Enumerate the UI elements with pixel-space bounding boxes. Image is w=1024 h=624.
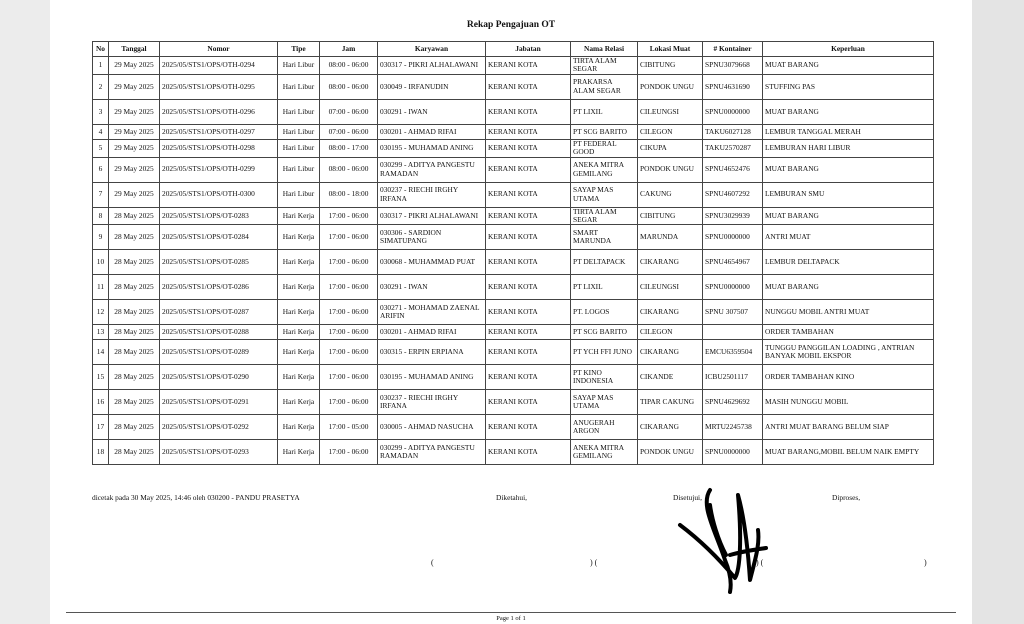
cell-no: 10 — [93, 250, 109, 275]
cell-nama-relasi: SAYAP MAS UTAMA — [571, 390, 638, 415]
cell-tanggal: 28 May 2025 — [109, 365, 160, 390]
table-row — [93, 390, 934, 415]
cell-jabatan: KERANI KOTA — [486, 390, 571, 415]
cell-no: 3 — [93, 99, 109, 124]
cell-nama-relasi: ANEKA MITRA GEMILANG — [571, 440, 638, 465]
cell-no: 1 — [93, 57, 109, 75]
cell-tanggal: 29 May 2025 — [109, 182, 160, 207]
cell-tipe: Hari Kerja — [278, 415, 320, 440]
cell-jabatan: KERANI KOTA — [486, 139, 571, 157]
page-number: Page 1 of 1 — [496, 615, 526, 622]
cell-jam: 17:00 - 06:00 — [320, 225, 378, 250]
cell-tanggal: 28 May 2025 — [109, 225, 160, 250]
cell-lokasi-muat: CIKARANG — [638, 300, 703, 325]
cell-karyawan: 030299 - ADITYA PANGESTU RAMADAN — [378, 440, 486, 465]
printed-by-note: dicetak pada 30 May 2025, 14:46 oleh 030200 - PANDU PRASETYA — [92, 493, 300, 502]
table-row — [93, 207, 934, 225]
background-left — [0, 0, 50, 624]
cell-jam: 08:00 - 06:00 — [320, 74, 378, 99]
cell-tipe: Hari Libur — [278, 74, 320, 99]
cell-nomor: 2025/05/STS1/OPS/OT-0285 — [160, 250, 278, 275]
cell-kontainer: SPNU4631690 — [703, 74, 763, 99]
cell-lokasi-muat: CIKARANG — [638, 340, 703, 365]
cell-jam: 08:00 - 06:00 — [320, 157, 378, 182]
diproses-label: Diproses, — [832, 493, 861, 502]
cell-karyawan: 030271 - MOHAMAD ZAENAL ARIFIN — [378, 300, 486, 325]
cell-karyawan: 030237 - RIECHI IRGHY IRFANA — [378, 390, 486, 415]
cell-tanggal: 28 May 2025 — [109, 325, 160, 340]
ot-table — [92, 41, 934, 465]
cell-keperluan: MUAT BARANG — [763, 275, 934, 300]
table-row — [93, 157, 934, 182]
cell-jabatan: KERANI KOTA — [486, 225, 571, 250]
cell-lokasi-muat: PONDOK UNGU — [638, 440, 703, 465]
cell-keperluan: MUAT BARANG,MOBIL BELUM NAIK EMPTY — [763, 440, 934, 465]
cell-jabatan: KERANI KOTA — [486, 57, 571, 75]
table-row — [93, 275, 934, 300]
cell-tanggal: 29 May 2025 — [109, 124, 160, 139]
cell-kontainer: SPNU 307507 — [703, 300, 763, 325]
col-header-lokasi-muat: Lokasi Muat — [638, 42, 703, 57]
cell-no: 8 — [93, 207, 109, 225]
cell-nama-relasi: SMART MARUNDA — [571, 225, 638, 250]
cell-jam: 08:00 - 17:00 — [320, 139, 378, 157]
cell-lokasi-muat: CIKANDE — [638, 365, 703, 390]
cell-nomor: 2025/05/STS1/OPS/OT-0286 — [160, 275, 278, 300]
cell-nomor: 2025/05/STS1/OPS/OT-0284 — [160, 225, 278, 250]
cell-nama-relasi: PT. LOGOS — [571, 300, 638, 325]
table-row — [93, 74, 934, 99]
cell-tanggal: 28 May 2025 — [109, 207, 160, 225]
cell-tipe: Hari Kerja — [278, 325, 320, 340]
cell-kontainer: SPNU3079668 — [703, 57, 763, 75]
cell-jabatan: KERANI KOTA — [486, 124, 571, 139]
cell-jabatan: KERANI KOTA — [486, 275, 571, 300]
cell-keperluan: MUAT BARANG — [763, 99, 934, 124]
cell-no: 17 — [93, 415, 109, 440]
table-row — [93, 440, 934, 465]
cell-nomor: 2025/05/STS1/OPS/OTH-0294 — [160, 57, 278, 75]
cell-lokasi-muat: PONDOK UNGU — [638, 157, 703, 182]
cell-keperluan: TUNGGU PANGGILAN LOADING , ANTRIAN BANYAK MOBIL EKSPOR — [763, 340, 934, 365]
cell-karyawan: 030299 - ADITYA PANGESTU RAMADAN — [378, 157, 486, 182]
col-header-jam: Jam — [320, 42, 378, 57]
cell-kontainer: SPNU0000000 — [703, 225, 763, 250]
table-row — [93, 300, 934, 325]
table-header-row — [93, 42, 934, 57]
table-row — [93, 225, 934, 250]
col-header-tipe: Tipe — [278, 42, 320, 57]
cell-jabatan: KERANI KOTA — [486, 415, 571, 440]
cell-karyawan: 030317 - PIKRI ALHALAWANI — [378, 57, 486, 75]
cell-tipe: Hari Kerja — [278, 250, 320, 275]
cell-kontainer: SPNU0000000 — [703, 440, 763, 465]
cell-nama-relasi: SAYAP MAS UTAMA — [571, 182, 638, 207]
cell-jam: 17:00 - 06:00 — [320, 300, 378, 325]
cell-karyawan: 030068 - MUHAMMAD PUAT — [378, 250, 486, 275]
cell-nomor: 2025/05/STS1/OPS/OT-0288 — [160, 325, 278, 340]
document-title: Rekap Pengajuan OT — [466, 20, 556, 30]
cell-karyawan: 030201 - AHMAD RIFAI — [378, 124, 486, 139]
cell-lokasi-muat: CIKARANG — [638, 250, 703, 275]
cell-nama-relasi: PT SCG BARITO — [571, 124, 638, 139]
cell-tipe: Hari Libur — [278, 182, 320, 207]
cell-nomor: 2025/05/STS1/OPS/OT-0283 — [160, 207, 278, 225]
cell-jabatan: KERANI KOTA — [486, 440, 571, 465]
col-header-tanggal: Tanggal — [109, 42, 160, 57]
cell-no: 9 — [93, 225, 109, 250]
table-row — [93, 99, 934, 124]
cell-keperluan: NUNGGU MOBIL ANTRI MUAT — [763, 300, 934, 325]
cell-no: 4 — [93, 124, 109, 139]
cell-keperluan: ANTRI MUAT BARANG BELUM SIAP — [763, 415, 934, 440]
cell-nama-relasi: PT KINO INDONESIA — [571, 365, 638, 390]
cell-tipe: Hari Kerja — [278, 390, 320, 415]
cell-no: 12 — [93, 300, 109, 325]
cell-nama-relasi: ANUGERAH ARGON — [571, 415, 638, 440]
cell-nama-relasi: TIRTA ALAM SEGAR — [571, 207, 638, 225]
handwritten-signature — [670, 460, 780, 600]
cell-tanggal: 29 May 2025 — [109, 57, 160, 75]
document-page — [50, 0, 972, 624]
cell-karyawan: 030306 - SARDION SIMATUPANG — [378, 225, 486, 250]
col-header-no: No — [93, 42, 109, 57]
disetujui-diproses-paren: ) ( — [756, 558, 764, 567]
cell-kontainer: SPNU4629692 — [703, 390, 763, 415]
cell-keperluan: MUAT BARANG — [763, 207, 934, 225]
cell-jam: 17:00 - 05:00 — [320, 415, 378, 440]
cell-jabatan: KERANI KOTA — [486, 74, 571, 99]
cell-jabatan: KERANI KOTA — [486, 207, 571, 225]
cell-no: 18 — [93, 440, 109, 465]
cell-no: 13 — [93, 325, 109, 340]
cell-jam: 17:00 - 06:00 — [320, 365, 378, 390]
cell-kontainer: TAKU6027128 — [703, 124, 763, 139]
cell-tipe: Hari Libur — [278, 57, 320, 75]
diproses-paren-close: ) — [924, 558, 927, 567]
cell-keperluan: ORDER TAMBAHAN KINO — [763, 365, 934, 390]
cell-nama-relasi: TIRTA ALAM SEGAR — [571, 57, 638, 75]
cell-karyawan: 030049 - IRFANUDIN — [378, 74, 486, 99]
cell-karyawan: 030291 - IWAN — [378, 275, 486, 300]
cell-jabatan: KERANI KOTA — [486, 340, 571, 365]
cell-nomor: 2025/05/STS1/OPS/OT-0292 — [160, 415, 278, 440]
cell-karyawan: 030291 - IWAN — [378, 99, 486, 124]
cell-jam: 07:00 - 06:00 — [320, 124, 378, 139]
background-right — [972, 0, 1024, 624]
cell-no: 2 — [93, 74, 109, 99]
table-row — [93, 250, 934, 275]
cell-nama-relasi: PT YCH FFI JUNO — [571, 340, 638, 365]
col-header-nama-relasi: Nama Relasi — [571, 42, 638, 57]
disetujui-label: Disetujui, — [673, 493, 702, 502]
cell-jam: 17:00 - 06:00 — [320, 340, 378, 365]
cell-jabatan: KERANI KOTA — [486, 182, 571, 207]
cell-nama-relasi: PT LIXIL — [571, 275, 638, 300]
cell-tanggal: 29 May 2025 — [109, 139, 160, 157]
cell-keperluan: LEMBUR TANGGAL MERAH — [763, 124, 934, 139]
cell-nomor: 2025/05/STS1/OPS/OT-0287 — [160, 300, 278, 325]
col-header-karyawan: Karyawan — [378, 42, 486, 57]
cell-jabatan: KERANI KOTA — [486, 157, 571, 182]
cell-kontainer: SPNU4652476 — [703, 157, 763, 182]
cell-no: 15 — [93, 365, 109, 390]
cell-jam: 07:00 - 06:00 — [320, 99, 378, 124]
col-header-kontainer: # Kontainer — [703, 42, 763, 57]
cell-tipe: Hari Libur — [278, 124, 320, 139]
col-header-keperluan: Keperluan — [763, 42, 934, 57]
cell-tanggal: 28 May 2025 — [109, 440, 160, 465]
cell-lokasi-muat: MARUNDA — [638, 225, 703, 250]
cell-kontainer: SPNU0000000 — [703, 275, 763, 300]
cell-keperluan: ANTRI MUAT — [763, 225, 934, 250]
cell-keperluan: ORDER TAMBAHAN — [763, 325, 934, 340]
cell-tipe: Hari Libur — [278, 139, 320, 157]
col-header-jabatan: Jabatan — [486, 42, 571, 57]
cell-nomor: 2025/05/STS1/OPS/OTH-0297 — [160, 124, 278, 139]
table-row — [93, 340, 934, 365]
table-row — [93, 124, 934, 139]
cell-jam: 08:00 - 18:00 — [320, 182, 378, 207]
cell-lokasi-muat: PONDOK UNGU — [638, 74, 703, 99]
cell-tipe: Hari Kerja — [278, 440, 320, 465]
cell-tanggal: 29 May 2025 — [109, 99, 160, 124]
cell-lokasi-muat: CILEUNGSI — [638, 99, 703, 124]
cell-kontainer: MRTU2245738 — [703, 415, 763, 440]
cell-tipe: Hari Kerja — [278, 275, 320, 300]
cell-tipe: Hari Libur — [278, 99, 320, 124]
cell-jabatan: KERANI KOTA — [486, 365, 571, 390]
cell-tanggal: 28 May 2025 — [109, 340, 160, 365]
cell-tipe: Hari Libur — [278, 157, 320, 182]
cell-kontainer: SPNU4607292 — [703, 182, 763, 207]
cell-lokasi-muat: CILEGON — [638, 124, 703, 139]
cell-no: 16 — [93, 390, 109, 415]
table-row — [93, 57, 934, 75]
cell-karyawan: 030005 - AHMAD NASUCHA — [378, 415, 486, 440]
cell-nama-relasi: PT DELTAPACK — [571, 250, 638, 275]
cell-no: 7 — [93, 182, 109, 207]
cell-tipe: Hari Kerja — [278, 207, 320, 225]
cell-nomor: 2025/05/STS1/OPS/OT-0293 — [160, 440, 278, 465]
diketahui-disetujui-paren: ) ( — [590, 558, 598, 567]
cell-kontainer — [703, 325, 763, 340]
table-row — [93, 139, 934, 157]
cell-nama-relasi: PT LIXIL — [571, 99, 638, 124]
cell-karyawan: 030315 - ERPIN ERPIANA — [378, 340, 486, 365]
cell-lokasi-muat: CILEGON — [638, 325, 703, 340]
cell-tipe: Hari Kerja — [278, 340, 320, 365]
cell-nama-relasi: PT FEDERAL GOOD — [571, 139, 638, 157]
cell-tipe: Hari Kerja — [278, 300, 320, 325]
cell-nomor: 2025/05/STS1/OPS/OT-0289 — [160, 340, 278, 365]
cell-tanggal: 28 May 2025 — [109, 300, 160, 325]
cell-jam: 17:00 - 06:00 — [320, 275, 378, 300]
cell-kontainer: SPNU4654967 — [703, 250, 763, 275]
cell-lokasi-muat: CIKUPA — [638, 139, 703, 157]
cell-jabatan: KERANI KOTA — [486, 250, 571, 275]
cell-keperluan: LEMBURAN SMU — [763, 182, 934, 207]
cell-nomor: 2025/05/STS1/OPS/OTH-0296 — [160, 99, 278, 124]
diketahui-paren-open: ( — [431, 558, 434, 567]
cell-nomor: 2025/05/STS1/OPS/OT-0290 — [160, 365, 278, 390]
cell-no: 14 — [93, 340, 109, 365]
cell-tipe: Hari Kerja — [278, 365, 320, 390]
cell-tanggal: 29 May 2025 — [109, 74, 160, 99]
cell-nama-relasi: PT SCG BARITO — [571, 325, 638, 340]
cell-nomor: 2025/05/STS1/OPS/OTH-0295 — [160, 74, 278, 99]
page-footer-rule — [66, 612, 956, 613]
col-header-nomor: Nomor — [160, 42, 278, 57]
cell-lokasi-muat: CILEUNGSI — [638, 275, 703, 300]
cell-keperluan: LEMBURAN HARI LIBUR — [763, 139, 934, 157]
cell-keperluan: MUAT BARANG — [763, 57, 934, 75]
table-body — [93, 57, 934, 465]
cell-kontainer: EMCU6359504 — [703, 340, 763, 365]
cell-karyawan: 030195 - MUHAMAD ANING — [378, 365, 486, 390]
cell-jam: 08:00 - 06:00 — [320, 57, 378, 75]
cell-karyawan: 030237 - RIECHI IRGHY IRFANA — [378, 182, 486, 207]
cell-kontainer: ICBU2501117 — [703, 365, 763, 390]
cell-nama-relasi: PRAKARSA ALAM SEGAR — [571, 74, 638, 99]
cell-karyawan: 030201 - AHMAD RIFAI — [378, 325, 486, 340]
cell-keperluan: MASIH NUNGGU MOBIL — [763, 390, 934, 415]
cell-nama-relasi: ANEKA MITRA GEMILANG — [571, 157, 638, 182]
table-row — [93, 325, 934, 340]
diketahui-label: Diketahui, — [496, 493, 527, 502]
table-row — [93, 415, 934, 440]
cell-jam: 17:00 - 06:00 — [320, 207, 378, 225]
cell-jabatan: KERANI KOTA — [486, 325, 571, 340]
cell-jam: 17:00 - 06:00 — [320, 325, 378, 340]
cell-no: 6 — [93, 157, 109, 182]
cell-tanggal: 29 May 2025 — [109, 157, 160, 182]
cell-no: 11 — [93, 275, 109, 300]
cell-keperluan: LEMBUR DELTAPACK — [763, 250, 934, 275]
cell-lokasi-muat: CIKARANG — [638, 415, 703, 440]
table-row — [93, 182, 934, 207]
cell-jam: 17:00 - 06:00 — [320, 440, 378, 465]
cell-nomor: 2025/05/STS1/OPS/OTH-0299 — [160, 157, 278, 182]
cell-tanggal: 28 May 2025 — [109, 390, 160, 415]
cell-keperluan: MUAT BARANG — [763, 157, 934, 182]
cell-tipe: Hari Kerja — [278, 225, 320, 250]
table-row — [93, 365, 934, 390]
cell-tanggal: 28 May 2025 — [109, 275, 160, 300]
cell-kontainer: SPNU0000000 — [703, 99, 763, 124]
cell-nomor: 2025/05/STS1/OPS/OT-0291 — [160, 390, 278, 415]
cell-karyawan: 030195 - MUHAMAD ANING — [378, 139, 486, 157]
cell-jabatan: KERANI KOTA — [486, 300, 571, 325]
cell-jabatan: KERANI KOTA — [486, 99, 571, 124]
cell-kontainer: SPNU3029939 — [703, 207, 763, 225]
cell-lokasi-muat: CIBITUNG — [638, 57, 703, 75]
cell-jam: 17:00 - 06:00 — [320, 390, 378, 415]
cell-tanggal: 28 May 2025 — [109, 415, 160, 440]
cell-karyawan: 030317 - PIKRI ALHALAWANI — [378, 207, 486, 225]
cell-lokasi-muat: CAKUNG — [638, 182, 703, 207]
cell-jam: 17:00 - 06:00 — [320, 250, 378, 275]
cell-keperluan: STUFFING PAS — [763, 74, 934, 99]
cell-nomor: 2025/05/STS1/OPS/OTH-0300 — [160, 182, 278, 207]
cell-lokasi-muat: CIBITUNG — [638, 207, 703, 225]
cell-lokasi-muat: TIPAR CAKUNG — [638, 390, 703, 415]
cell-tanggal: 28 May 2025 — [109, 250, 160, 275]
cell-no: 5 — [93, 139, 109, 157]
cell-nomor: 2025/05/STS1/OPS/OTH-0298 — [160, 139, 278, 157]
cell-kontainer: TAKU2570287 — [703, 139, 763, 157]
